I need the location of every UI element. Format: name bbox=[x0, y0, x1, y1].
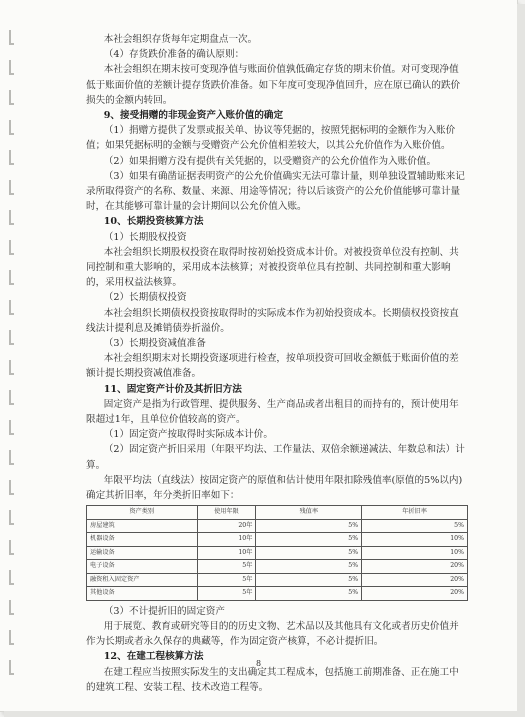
page-number: 8 bbox=[255, 659, 262, 668]
table-cell: 5% bbox=[256, 560, 362, 574]
table-cell: 10年 bbox=[197, 546, 256, 560]
sub-heading: （2）长期债权投资 bbox=[103, 292, 187, 304]
column-header: 年折旧率 bbox=[362, 506, 468, 520]
table-row bbox=[87, 519, 468, 533]
paragraph: （1）捐赠方提供了发票或报关单、协议等凭据的，按照凭据标明的金额作为入账价值；如果凭据标明的金额与受赠资产公允价值相差较大，以其公允价值作为入账价值。 bbox=[86, 125, 456, 152]
page-shadow bbox=[4, 711, 525, 717]
table-cell: 机器设备 bbox=[87, 533, 198, 547]
paragraph: （2）如果捐赠方没有提供有关凭据的，以受赠资产的公允价值作为入账价值。 bbox=[103, 155, 437, 167]
page-shadow bbox=[517, 4, 525, 717]
table-cell: 10% bbox=[362, 546, 468, 560]
paragraph: 年限平均法（直线法）按固定资产的原值和估计使用年限扣除残值率(原值的5%以内)确定其折旧率，年分类折旧率如下： bbox=[86, 474, 463, 502]
table-row bbox=[87, 546, 468, 560]
table-cell: 房屋建筑 bbox=[87, 519, 198, 533]
paragraph: 在建工程应当按照实际发生的支出确定其工程成本，包括施工前期准备、正在施工中的建筑工程、安装工程、技术改造工程等。 bbox=[86, 666, 459, 693]
sub-heading: （4）存货跌价准备的确认原则： bbox=[103, 49, 245, 61]
table-row bbox=[87, 533, 468, 547]
column-header: 资产类别 bbox=[87, 506, 198, 520]
table-cell: 5年 bbox=[197, 587, 256, 601]
table-cell: 其他设备 bbox=[87, 587, 198, 601]
table-cell: 20年 bbox=[197, 519, 256, 533]
table-cell: 10% bbox=[362, 533, 468, 547]
section-heading: 9、接受捐赠的非现金资产入账价值的确定 bbox=[103, 110, 284, 122]
table-cell: 20% bbox=[362, 587, 468, 601]
table-row bbox=[87, 587, 468, 601]
table-cell: 运输设备 bbox=[87, 546, 198, 560]
paragraph: （3）如果有确凿证据表明资产的公允价值确实无法可靠计量，则单独设置辅助账来记录所取得资产的名称、数量、来源、用途等情况；待以后该资产的公允价值能够可靠计量时，在其能够可靠计量的会计期间以公允价值入账。 bbox=[86, 170, 465, 213]
table-row bbox=[87, 573, 468, 587]
paragraph: 本社会组织在期末按可变现净值与账面价值孰低确定存货的期末价值。对可变现净值低于账面价值的差额计提存货跌价准备。如下年度可变现净值回升，应在原已确认的跌价损失的金额内转回。 bbox=[86, 64, 461, 106]
sub-heading: （3）不计提折旧的固定资产 bbox=[103, 605, 225, 617]
table-cell: 5% bbox=[256, 546, 362, 560]
paragraph: 固定资产是指为行政管理、提供服务、生产商品或者出租目的而持有的，预计使用年限超过1年，且单位价值较高的资产。 bbox=[86, 398, 459, 426]
paragraph: 本社会组织期末对长期投资逐项进行检查，按单项投资可回收金额低于账面价值的差额计提长期投资减值准备。 bbox=[86, 353, 459, 380]
section-heading: 11、固定资产计价及其折旧方法 bbox=[103, 383, 242, 395]
paragraph: （2）固定资产折旧采用（年限平均法、工作量法、双倍余额递减法、年数总和法）计算。 bbox=[86, 444, 465, 471]
depreciation-table bbox=[86, 505, 468, 601]
table-cell: 5% bbox=[362, 519, 468, 533]
paragraph: 本社会组织长期债权投资按取得时的实际成本作为初始投资成本。长期债权投资按直线法计提利息及摊销债券折溢价。 bbox=[86, 307, 459, 334]
binding-holes bbox=[9, 30, 21, 690]
table-row bbox=[87, 560, 468, 574]
paragraph: （1）固定资产按取得时实际成本计价。 bbox=[103, 429, 273, 441]
table-header-row bbox=[87, 506, 468, 520]
table-cell: 5% bbox=[256, 587, 362, 601]
table-cell: 5年 bbox=[197, 573, 256, 587]
paragraph: 本社会组织存货每年定期盘点一次。 bbox=[103, 34, 258, 45]
table-cell: 电子设备 bbox=[87, 560, 198, 574]
table-cell: 20% bbox=[362, 560, 468, 574]
paragraph: 本社会组织长期股权投资在取得时按初始投资成本计价。对被投资单位没有控制、共同控制和重大影响的，采用成本法核算；对被投资单位具有控制、共同控制和重大影响的，采用权益法核算。 bbox=[86, 246, 459, 289]
sub-heading: （1）长期股权投资 bbox=[103, 231, 187, 243]
table-cell: 20% bbox=[362, 573, 468, 587]
table-cell: 5年 bbox=[197, 560, 256, 574]
page-content bbox=[86, 32, 468, 695]
table-cell: 融资租入固定资产 bbox=[87, 573, 198, 587]
column-header: 残值率 bbox=[256, 506, 362, 520]
table-cell: 5% bbox=[256, 519, 362, 533]
table-cell: 5% bbox=[256, 533, 362, 547]
table-cell: 10年 bbox=[197, 533, 256, 547]
table-cell: 5% bbox=[256, 573, 362, 587]
section-heading: 10、长期投资核算方法 bbox=[103, 216, 204, 228]
sub-heading: （3）长期投资减值准备 bbox=[103, 338, 206, 350]
paragraph: 用于展览、教育或研究等目的的历史文物、艺术品以及其他具有文化或者历史价值并作为长期或者永久保存的典藏等，作为固定资产核算，不必计提折旧。 bbox=[86, 621, 459, 648]
column-header: 使用年限 bbox=[197, 506, 256, 520]
section-heading: 12、在建工程核算方法 bbox=[103, 651, 204, 663]
